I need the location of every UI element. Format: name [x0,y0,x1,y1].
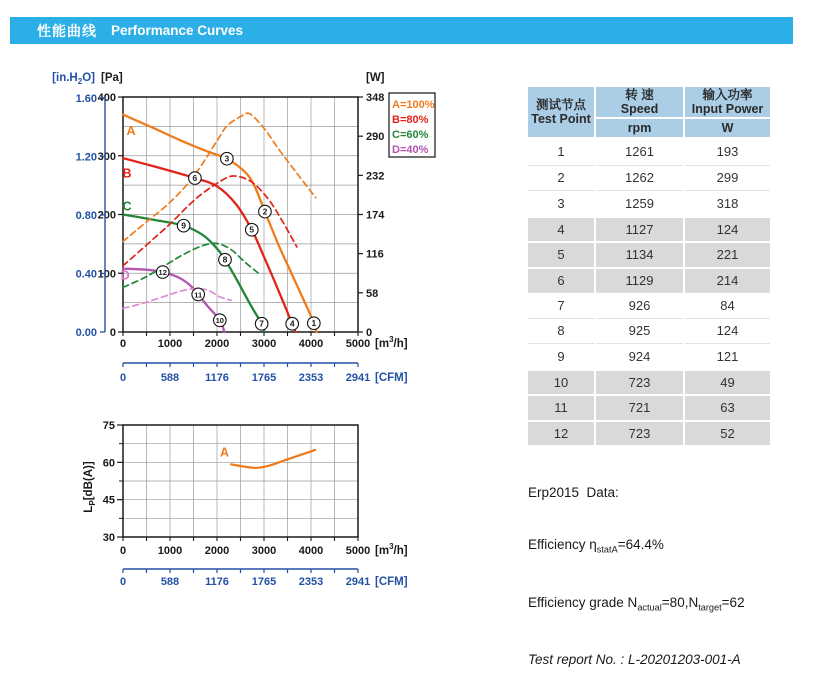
curve-D-power [123,289,231,309]
x-tick-label: 2000 [204,338,230,350]
w-tick-label: 348 [366,92,385,104]
cfm-axis-main-label: 1176 [205,372,229,384]
cell-power: 49 [685,369,770,395]
efficiency-line: Efficiency $\eta_{statA}=64.4\%$ [528,537,664,555]
cell-rpm: 1129 [596,267,683,293]
table-row [528,343,770,369]
noise-y-tick-label: 30 [102,532,115,544]
cfm-axis-noise-label: 0 [119,576,127,588]
unit-inh2o: $[in.H_2O]$ [52,72,95,86]
test-point-number-3: 3 [224,153,230,164]
noise-unit-m3h: $[m^3/h]$ [375,542,408,557]
table-row [528,369,770,395]
cfm-axis-noise-label: 588 [160,576,180,588]
inh2o-tick-label: 1.20 [75,151,97,164]
efficiency-grade-line: Efficiency grade $N_{actual}=80,N_{target}=62$ [528,594,745,613]
noise-y-axis-label: $L_P[dB(A)]$ [83,461,97,513]
curve-C-power [120,243,259,287]
noise-x-tick-label: 0 [119,545,127,557]
test-point-number-7: 7 [259,318,265,329]
table-row [528,292,770,318]
pa-tick-label: 400 [97,92,116,104]
inh2o-tick-label: 1.60 [75,92,97,105]
w-tick-label: 116 [366,248,384,261]
pa-tick-label: 200 [97,209,116,222]
noise-x-tick-label: 3000 [251,545,277,557]
noise-y-tick-label: 45 [102,494,115,507]
w-tick-label: 290 [366,131,385,144]
test-point-table [528,87,770,445]
cell-power: 52 [685,420,770,446]
cfm-axis-noise-label: 1176 [205,576,229,588]
w-tick-label: 0 [366,327,373,339]
cfm-axis-noise-label: 2353 [298,576,324,588]
page-title-en: Performance Curves [111,23,244,38]
cfm-axis-noise-label: 1765 [251,576,277,588]
unit-m3h: $[m^3/h]$ [375,335,408,350]
noise-x-tick-label: 5000 [345,545,371,557]
table-header-test-point-en: Test Point [531,112,591,126]
x-tick-label: 3000 [251,338,277,350]
legend-item-D: D=40% [392,144,429,156]
table-row [528,267,770,293]
cell-rpm: 926 [596,292,683,318]
w-tick-label: 174 [366,209,385,222]
legend-item-B: B=80% [392,114,429,126]
cell-test-point: 2 [528,165,594,191]
cell-power: 299 [685,165,770,191]
noise-y-tick-label: 60 [102,457,115,470]
test-point-number-9: 9 [181,220,186,231]
table-header-speed [596,87,683,117]
table-body [528,139,770,445]
pa-tick-label: 300 [97,150,116,163]
cell-test-point: 10 [528,369,594,395]
cell-test-point: 12 [528,420,594,446]
cell-test-point: 8 [528,318,594,344]
w-tick-label: 232 [366,170,385,183]
cell-power: 121 [685,343,770,369]
cell-power: 318 [685,190,770,216]
legend-item-A: A=100% [392,99,435,111]
cell-power: 124 [685,216,770,242]
test-report-line: Test report No. : L-20201203-001-A [528,652,741,668]
erp-data-title: Erp2015 Data: [528,485,619,500]
curve-D [120,268,225,332]
noise-curve-label-A: A [220,445,230,460]
cell-test-point: 9 [528,343,594,369]
cell-test-point: 1 [528,139,594,165]
curve-label-C: C [122,199,132,214]
cell-rpm: 1134 [596,241,683,267]
w-tick-label: 58 [366,287,379,300]
x-tick-label: 5000 [345,338,371,350]
table-header-rpm-unit: rpm [596,119,683,137]
table-header-test-point-zh: 测试节点 [535,98,586,112]
curve-B-power [123,176,297,266]
pa-tick-label: 0 [109,327,116,339]
cell-power: 193 [685,139,770,165]
unit-pa: [Pa] [101,72,123,84]
table-row [528,165,770,191]
cfm-axis-main-label: 2941 [345,372,371,384]
curve-B [120,158,296,332]
cell-rpm: 721 [596,394,683,420]
test-point-number-8: 8 [222,254,228,265]
cfm-axis-main-label: 588 [160,372,180,384]
table-row [528,139,770,165]
pa-tick-label: 100 [97,268,116,281]
cell-power: 221 [685,241,770,267]
cfm-axis-main-label: 1765 [251,372,277,384]
cell-rpm: 1127 [596,216,683,242]
curve-label-D: D [120,268,130,283]
noise-x-tick-label: 1000 [157,545,183,557]
test-point-number-12: 12 [158,267,167,277]
x-tick-label: 0 [119,338,127,350]
curve-label-A: A [126,124,136,139]
table-row [528,190,770,216]
test-point-number-11: 11 [194,290,203,300]
noise-y-tick-label: 75 [102,420,115,432]
cell-test-point: 3 [528,190,594,216]
cell-power: 63 [685,394,770,420]
table-header-input-power [685,87,770,117]
table-header-w-unit: W [685,119,770,137]
cell-rpm: 1262 [596,165,683,191]
table-header-input-power-zh: 输入功率 [702,88,753,102]
unit-w: [W] [366,72,385,84]
cfm-axis-noise-unit: [CFM] [375,576,408,588]
cell-test-point: 4 [528,216,594,242]
cell-power: 84 [685,292,770,318]
x-tick-label: 1000 [157,338,183,350]
inh2o-tick-label: 0.40 [75,268,97,281]
legend-item-C: C=60% [392,129,429,141]
cell-power: 214 [685,267,770,293]
table-header-speed-en: Speed [620,102,659,116]
table-row [528,216,770,242]
cell-rpm: 924 [596,343,683,369]
erp-notes [528,455,745,689]
curve-label-B: B [122,166,132,181]
table-row [528,241,770,267]
cell-test-point: 11 [528,394,594,420]
table-row [528,318,770,344]
cell-test-point: 6 [528,267,594,293]
cfm-axis-noise-label: 2941 [345,576,371,588]
cfm-axis-main-label: 0 [119,372,127,384]
cfm-axis-main-label: 2353 [298,372,324,384]
x-tick-label: 4000 [298,338,324,350]
cell-rpm: 1261 [596,139,683,165]
test-point-number-6: 6 [192,172,198,183]
cell-power: 124 [685,318,770,344]
page-title-zh: 性能曲线 [37,22,97,39]
test-point-number-5: 5 [249,224,255,235]
inh2o-tick-label: 0.80 [75,209,97,222]
inh2o-tick-label: 0.00 [75,327,97,339]
curve-A-power [123,113,316,241]
noise-x-tick-label: 4000 [298,545,324,557]
cfm-axis-main-unit: [CFM] [375,372,408,384]
cell-rpm: 723 [596,420,683,446]
table-row [528,420,770,446]
table-header-speed-zh: 转 速 [625,88,654,102]
cell-rpm: 925 [596,318,683,344]
test-point-number-4: 4 [289,318,295,329]
table-header-test-point [528,87,594,137]
table-row [528,394,770,420]
noise-x-tick-label: 2000 [204,545,230,557]
cell-rpm: 1259 [596,190,683,216]
table-header [528,87,770,137]
test-point-number-1: 1 [311,318,317,329]
test-point-number-10: 10 [215,316,224,326]
table-header-input-power-en: Input Power [691,102,764,116]
cell-test-point: 5 [528,241,594,267]
cell-test-point: 7 [528,292,594,318]
noise-curve-A [231,450,315,468]
test-point-number-2: 2 [262,206,268,217]
cell-rpm: 723 [596,369,683,395]
